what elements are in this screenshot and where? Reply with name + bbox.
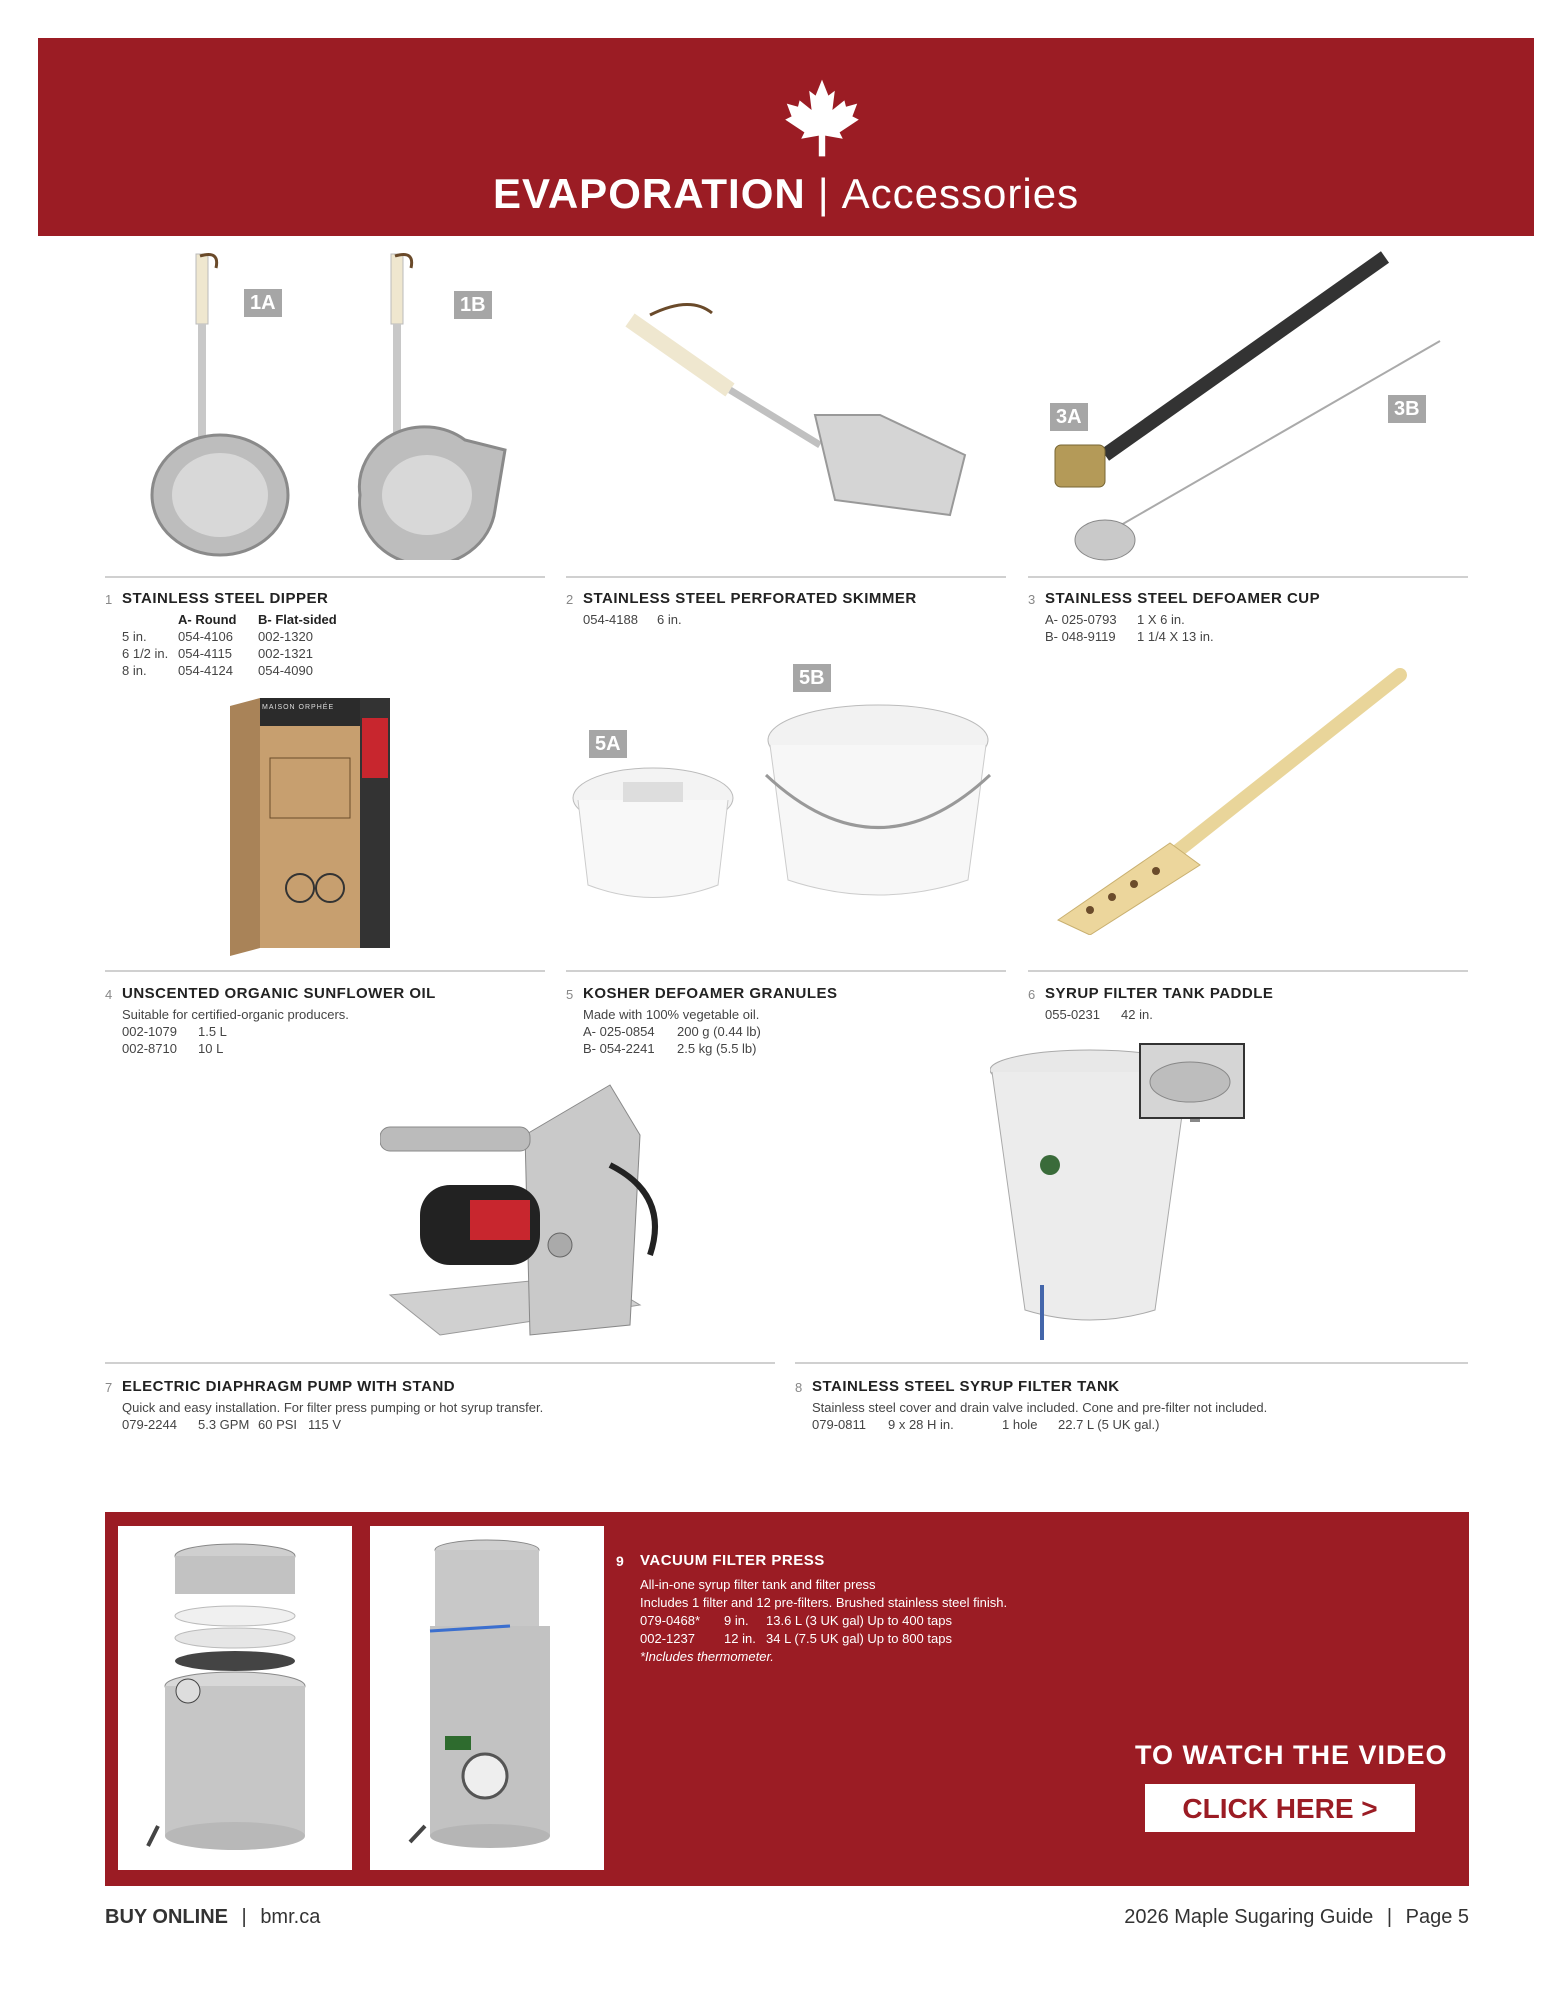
- code-b: 054-4090: [258, 663, 313, 678]
- item-code: 079-0811: [812, 1417, 866, 1432]
- item-holes: 1 hole: [1002, 1417, 1038, 1432]
- item-description: Made with 100% vegetable oil.: [583, 1007, 760, 1022]
- table-row: [812, 1416, 1465, 1433]
- item-spec: 1 X 6 in.: [1137, 612, 1185, 627]
- col-a-header: A- Round: [178, 612, 237, 627]
- item-size: 9 in.: [724, 1613, 749, 1628]
- item-code: B- 048-9119: [1045, 629, 1116, 644]
- item-code: 002-8710: [122, 1041, 177, 1056]
- item-title: UNSCENTED ORGANIC SUNFLOWER OIL: [122, 985, 436, 1002]
- item-title: SYRUP FILTER TANK PADDLE: [1045, 985, 1274, 1002]
- divider: [566, 970, 1006, 972]
- item-spec: 13.6 L (3 UK gal) Up to 400 taps: [766, 1613, 952, 1628]
- item-code: 054-4188: [583, 612, 638, 627]
- size: 8 in.: [122, 663, 147, 678]
- badge-5a: 5A: [589, 730, 627, 758]
- item-pressure: 60 PSI: [258, 1417, 298, 1432]
- item-spec: 10 L: [198, 1041, 224, 1056]
- footer-separator: |: [1386, 1906, 1393, 1928]
- item-flow: 5.3 GPM: [198, 1417, 250, 1432]
- item-title: STAINLESS STEEL DIPPER: [122, 590, 329, 607]
- perforated-skimmer-image: [620, 295, 980, 525]
- product-item-5: [566, 985, 1006, 1057]
- promo-description-1: All-in-one syrup filter tank and filter press: [640, 1577, 876, 1592]
- item-voltage: 115 V: [308, 1417, 342, 1432]
- item-spec: 42 in.: [1121, 1007, 1153, 1022]
- defoamer-pail-large-image: [758, 700, 998, 910]
- promo-footnote: *Includes thermometer.: [640, 1649, 774, 1664]
- table-row: [1045, 1006, 1468, 1023]
- filter-tank-paddle-image: [1050, 665, 1410, 935]
- filter-press-exploded-photo: [118, 1526, 352, 1870]
- defoamer-tub-small-image: [568, 760, 738, 910]
- divider: [566, 576, 1006, 578]
- footer-page-info: [1124, 1906, 1469, 1929]
- table-row: [1045, 611, 1448, 628]
- divider: [105, 970, 545, 972]
- filter-press-assembled-image: [370, 1526, 604, 1870]
- item-spec-table: [812, 1399, 1465, 1433]
- item-number: 8: [795, 1380, 803, 1395]
- page-title: [38, 170, 1534, 218]
- table-row: [583, 1023, 1006, 1040]
- item-spec-table: [122, 1006, 545, 1057]
- item-title: STAINLESS STEEL SYRUP FILTER TANK: [812, 1378, 1120, 1395]
- item-number: 3: [1028, 592, 1036, 607]
- divider: [795, 1362, 1468, 1364]
- item-description: Quick and easy installation. For filter press pumping or hot syrup transfer.: [122, 1400, 544, 1415]
- item-code: B- 054-2241: [583, 1041, 655, 1056]
- round-dipper-image: [140, 250, 310, 560]
- code-a: 054-4124: [178, 663, 233, 678]
- item-title: STAINLESS STEEL DEFOAMER CUP: [1045, 590, 1321, 607]
- table-row: [640, 1630, 1200, 1648]
- code-b: 002-1320: [258, 629, 313, 644]
- title-subtitle: Accessories: [841, 170, 1080, 217]
- syrup-filter-tank-image: [990, 1040, 1250, 1360]
- table-row: [1045, 628, 1448, 645]
- product-item-3: [1028, 590, 1448, 645]
- item-title: STAINLESS STEEL PERFORATED SKIMMER: [583, 590, 917, 607]
- item-description: Stainless steel cover and drain valve included. Cone and pre-filter not included.: [812, 1400, 1268, 1415]
- size: 5 in.: [122, 629, 147, 644]
- item-number: 2: [566, 592, 574, 607]
- item-code: 079-0468*: [640, 1613, 700, 1628]
- item-code: 002-1237: [640, 1631, 695, 1646]
- size: 6 1/2 in.: [122, 646, 169, 661]
- footer-separator: |: [241, 1906, 247, 1928]
- code-a: 054-4106: [178, 629, 233, 644]
- code-a: 054-4115: [178, 646, 232, 661]
- item-number: 6: [1028, 987, 1036, 1002]
- item-spec-table: [583, 1006, 1006, 1057]
- defoamer-cup-image: [1045, 245, 1445, 565]
- title-separator: |: [817, 170, 830, 217]
- table-row: [122, 628, 525, 645]
- table-header-row: [122, 611, 525, 628]
- item-code: A- 025-0793: [1045, 612, 1117, 627]
- divider: [105, 576, 545, 578]
- watch-video-heading: TO WATCH THE VIDEO: [1135, 1740, 1448, 1770]
- product-item-4: [105, 985, 545, 1057]
- guide-title: 2026 Maple Sugaring Guide: [1124, 1906, 1374, 1928]
- diaphragm-pump-image: [380, 1075, 700, 1355]
- table-row: [640, 1612, 1200, 1630]
- table-row: [122, 1416, 765, 1433]
- promo-description-2: Includes 1 filter and 12 pre-filters. Brushed stainless steel finish.: [640, 1595, 1008, 1610]
- item-code: 055-0231: [1045, 1007, 1100, 1022]
- box-brand-label: MAISON ORPHÉE: [262, 704, 335, 711]
- item-code: A- 025-0854: [583, 1024, 655, 1039]
- item-number: 5: [566, 987, 574, 1002]
- item-spec-table: [122, 1399, 765, 1433]
- title-bold: EVAPORATION: [492, 170, 806, 217]
- divider: [1028, 970, 1468, 972]
- promo-details: [616, 1552, 1200, 1666]
- table-row: [583, 1040, 1006, 1057]
- table-row: [583, 611, 986, 628]
- product-item-7: [105, 1378, 765, 1433]
- item-spec: 34 L (7.5 UK gal) Up to 800 taps: [766, 1631, 952, 1646]
- item-spec-table: [1045, 1006, 1468, 1023]
- sunflower-oil-box-image: [230, 698, 420, 956]
- item-title: ELECTRIC DIAPHRAGM PUMP WITH STAND: [122, 1378, 456, 1395]
- item-spec: 200 g (0.44 lb): [677, 1024, 761, 1039]
- buy-online-label: BUY ONLINE: [105, 1906, 228, 1928]
- promo-title: VACUUM FILTER PRESS: [640, 1552, 825, 1569]
- item-spec-table: [122, 611, 525, 679]
- badge-1b: 1B: [454, 291, 492, 319]
- product-item-1: [105, 590, 525, 679]
- table-row: [122, 1040, 545, 1057]
- divider: [1028, 576, 1468, 578]
- table-row: [122, 662, 525, 679]
- item-title: KOSHER DEFOAMER GRANULES: [583, 985, 838, 1002]
- vacuum-filter-press-promo: [105, 1512, 1469, 1886]
- item-dimensions: 9 x 28 H in.: [888, 1417, 954, 1432]
- product-item-2: [566, 590, 986, 628]
- click-here-button[interactable]: CLICK HERE >: [1145, 1784, 1415, 1832]
- item-spec: 2.5 kg (5.5 lb): [677, 1041, 757, 1056]
- item-capacity: 22.7 L (5 UK gal.): [1058, 1417, 1160, 1432]
- code-b: 002-1321: [258, 646, 313, 661]
- badge-3a: 3A: [1050, 403, 1088, 431]
- item-spec-table: [583, 611, 986, 628]
- item-number: 4: [105, 987, 113, 1002]
- badge-3b: 3B: [1388, 395, 1426, 423]
- item-number: 7: [105, 1380, 113, 1395]
- badge-1a: 1A: [244, 289, 282, 317]
- item-number: 1: [105, 592, 113, 607]
- footer-buy-online: [105, 1906, 320, 1929]
- item-description: Suitable for certified-organic producers.: [122, 1007, 349, 1022]
- page-number: Page 5: [1405, 1906, 1469, 1928]
- item-spec: 1 1/4 X 13 in.: [1137, 629, 1214, 644]
- filter-press-assembled-photo: [370, 1526, 604, 1870]
- item-spec-table: [1045, 611, 1448, 645]
- site-link[interactable]: bmr.ca: [260, 1906, 321, 1928]
- item-spec: 6 in.: [657, 612, 682, 627]
- item-spec: 1.5 L: [198, 1024, 227, 1039]
- maple-leaf-icon: [782, 78, 862, 158]
- page-header-banner: [38, 38, 1534, 236]
- product-item-6: [1028, 985, 1468, 1023]
- item-size: 12 in.: [724, 1631, 756, 1646]
- item-code: 079-2244: [122, 1417, 177, 1432]
- item-code: 002-1079: [122, 1024, 177, 1039]
- col-b-header: B- Flat-sided: [258, 612, 337, 627]
- table-row: [122, 645, 525, 662]
- divider: [105, 1362, 775, 1364]
- product-item-8: [795, 1378, 1465, 1433]
- badge-5b: 5B: [793, 664, 831, 692]
- table-row: [122, 1023, 545, 1040]
- filter-press-exploded-image: [118, 1526, 352, 1870]
- item-number: 9: [616, 1553, 624, 1569]
